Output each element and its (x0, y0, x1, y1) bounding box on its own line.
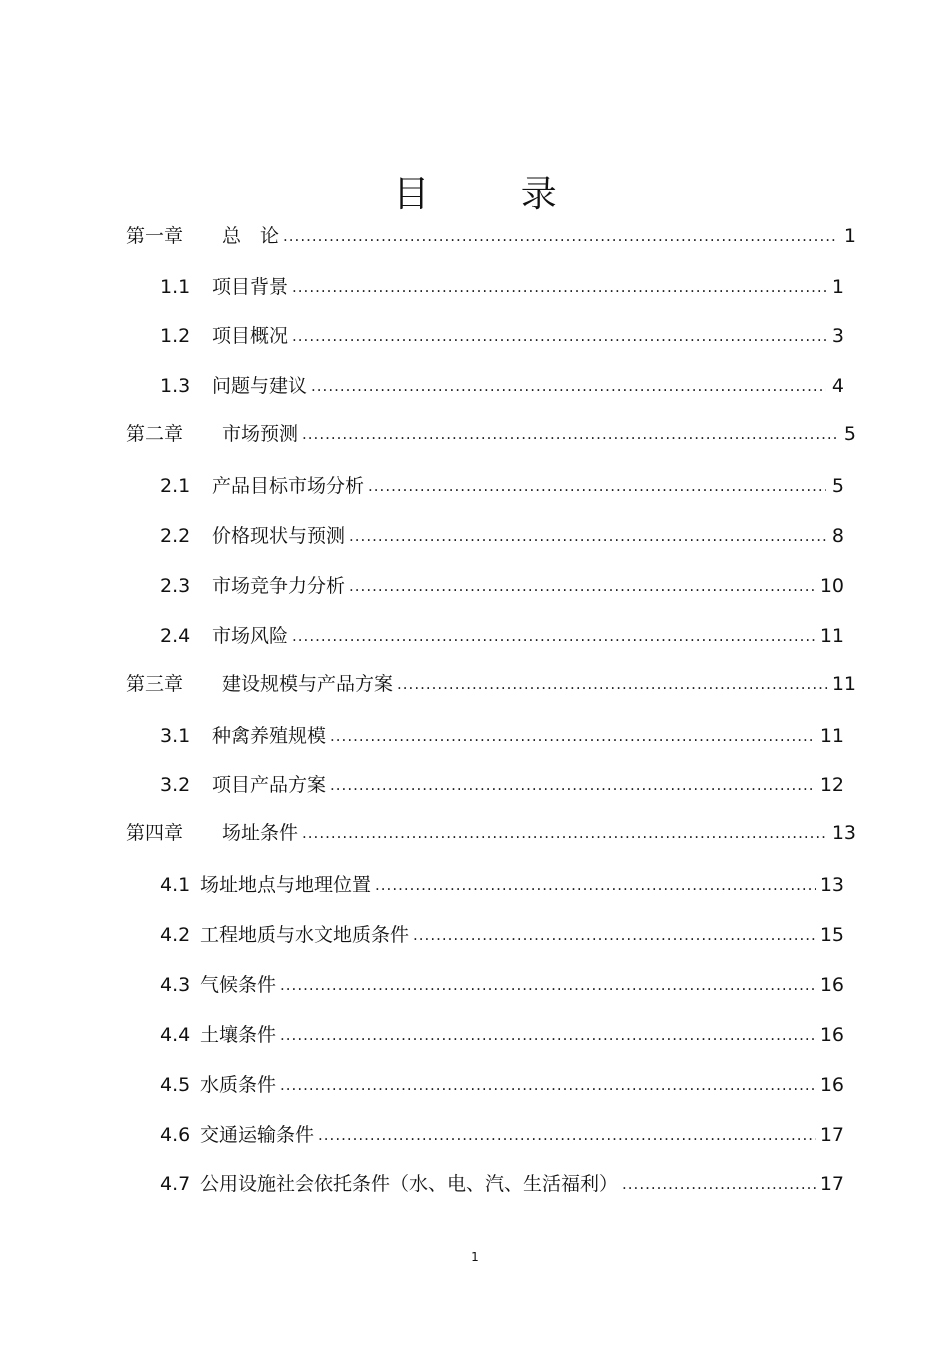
toc-entry-title: 项目产品方案 (212, 774, 327, 796)
toc-entry[interactable] (160, 521, 844, 551)
leader-dots (292, 321, 826, 351)
toc-entry[interactable] (160, 621, 844, 651)
toc-entry-title: 问题与建议 (212, 375, 308, 397)
toc-entry-page: 5 (831, 475, 844, 497)
toc-entry-number: 3.1 (160, 725, 191, 747)
toc-entry-number: 1.3 (160, 375, 191, 397)
toc-entry-title: 工程地质与水文地质条件 (200, 924, 410, 946)
leader-dots (349, 521, 826, 551)
toc-entry-number: 第一章 (126, 225, 184, 247)
toc-entry-title: 场址地点与地理位置 (200, 874, 372, 896)
page-title: 目 录 (393, 174, 597, 215)
toc-entry[interactable] (160, 1120, 844, 1150)
toc-entry-page: 1 (831, 276, 844, 298)
toc-entry-title: 交通运输条件 (200, 1124, 315, 1146)
leader-dots (368, 471, 826, 501)
toc-entry-number: 1.1 (160, 276, 191, 298)
toc-entry[interactable] (126, 669, 856, 699)
page-number: 1 (471, 1250, 479, 1264)
toc-entry-number: 第二章 (126, 423, 184, 445)
toc-entry-number: 2.4 (160, 625, 191, 647)
toc-entry[interactable] (160, 371, 844, 401)
toc-entry[interactable] (160, 471, 844, 501)
toc-entry-title: 市场风险 (212, 625, 289, 647)
leader-dots (397, 669, 828, 699)
toc-entry-title: 产品目标市场分析 (212, 475, 365, 497)
toc-entry-number: 4.4 (160, 1024, 191, 1046)
toc-entry-page: 12 (819, 774, 844, 796)
toc-entry-page: 11 (819, 625, 844, 647)
toc-entry-title: 种禽养殖规模 (212, 725, 327, 747)
leader-dots (302, 818, 828, 848)
toc-entry-title: 公用设施社会依托条件（水、电、汽、生活福利） (200, 1173, 619, 1195)
toc-entry[interactable] (160, 721, 844, 751)
toc-entry-number: 1.2 (160, 325, 191, 347)
toc-entry-title: 建设规模与产品方案 (222, 673, 394, 695)
toc-entry[interactable] (160, 870, 844, 900)
toc-entry-number: 4.1 (160, 874, 191, 896)
toc-entry-number: 3.2 (160, 774, 191, 796)
toc-entry-title: 总 论 (222, 225, 280, 247)
toc-entry[interactable] (160, 1070, 844, 1100)
toc-entry-page: 16 (819, 1024, 844, 1046)
toc-entry-number: 2.3 (160, 575, 191, 597)
leader-dots (280, 970, 816, 1000)
leader-dots (280, 1070, 816, 1100)
toc-entry-page: 8 (831, 525, 844, 547)
toc-entry-number: 4.5 (160, 1074, 191, 1096)
toc-entry-page: 11 (819, 725, 844, 747)
toc-entry-page: 17 (819, 1124, 844, 1146)
toc-entry[interactable] (160, 970, 844, 1000)
leader-dots (413, 920, 816, 950)
toc-entry-page: 4 (831, 375, 844, 397)
leader-dots (292, 272, 826, 302)
toc-entry-number: 4.3 (160, 974, 191, 996)
toc-entry-number: 第三章 (126, 673, 184, 695)
toc-entry-page: 11 (831, 673, 856, 695)
toc-entry-number: 4.6 (160, 1124, 191, 1146)
toc-entry-page: 15 (819, 924, 844, 946)
toc-entry[interactable] (126, 221, 856, 251)
leader-dots (375, 870, 816, 900)
toc-entry-number: 2.1 (160, 475, 191, 497)
toc-entry-page: 16 (819, 974, 844, 996)
leader-dots (349, 571, 816, 601)
toc-entry-number: 第四章 (126, 822, 184, 844)
toc-entry-page: 1 (843, 225, 856, 247)
toc-entry-page: 3 (831, 325, 844, 347)
toc-entry-title: 项目背景 (212, 276, 289, 298)
toc-entry-page: 13 (819, 874, 844, 896)
leader-dots (330, 721, 816, 751)
toc-entry-number: 4.2 (160, 924, 191, 946)
leader-dots (318, 1120, 816, 1150)
toc-entry[interactable] (126, 419, 856, 449)
leader-dots (330, 770, 816, 800)
toc-entry[interactable] (160, 1169, 844, 1199)
toc-entry-page: 5 (843, 423, 856, 445)
leader-dots (280, 1020, 816, 1050)
toc-entry[interactable] (160, 920, 844, 950)
toc-entry[interactable] (160, 571, 844, 601)
leader-dots (292, 621, 816, 651)
leader-dots (311, 371, 826, 401)
toc-entry[interactable] (126, 818, 856, 848)
toc-entry-title: 市场竞争力分析 (212, 575, 346, 597)
toc-entry-title: 项目概况 (212, 325, 289, 347)
toc-entry-title: 水质条件 (200, 1074, 277, 1096)
toc-entry[interactable] (160, 770, 844, 800)
toc-entry-page: 17 (819, 1173, 844, 1195)
toc-entry-title: 气候条件 (200, 974, 277, 996)
toc-entry-title: 市场预测 (222, 423, 299, 445)
toc-entry[interactable] (160, 1020, 844, 1050)
toc-entry-title: 场址条件 (222, 822, 299, 844)
leader-dots (302, 419, 838, 449)
toc-entry-title: 价格现状与预测 (212, 525, 346, 547)
toc-entry-number: 4.7 (160, 1173, 191, 1195)
toc-entry-title: 土壤条件 (200, 1024, 277, 1046)
leader-dots (622, 1169, 816, 1199)
toc-entry[interactable] (160, 321, 844, 351)
toc-entry-page: 16 (819, 1074, 844, 1096)
toc-entry-page: 10 (819, 575, 844, 597)
toc-entry-number: 2.2 (160, 525, 191, 547)
leader-dots (283, 221, 838, 251)
toc-entry-page: 13 (831, 822, 856, 844)
toc-entry[interactable] (160, 272, 844, 302)
